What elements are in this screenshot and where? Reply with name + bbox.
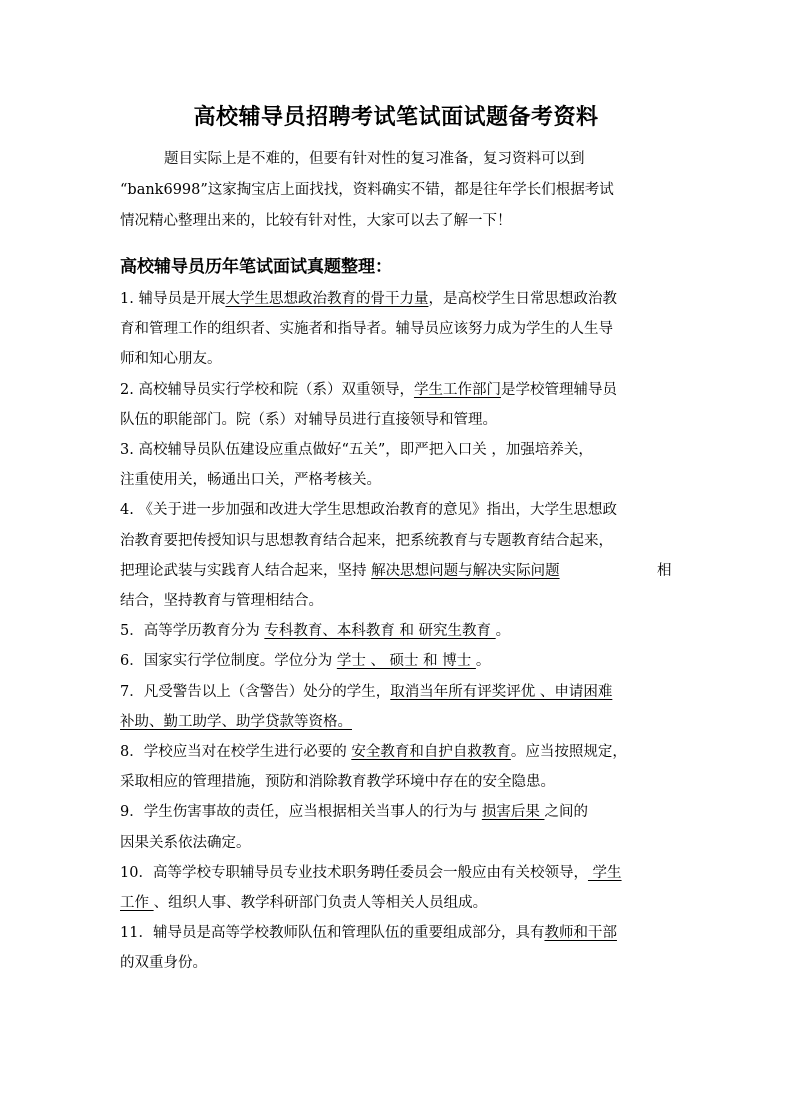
intro-paragraph: [120, 144, 680, 237]
answer-blank: 补助、勤工助学、助学贷款等资格。: [120, 713, 352, 730]
question-text: 。: [475, 653, 491, 670]
question-text: 10．高等学校专职辅导员专业技术职务聘任委员会一般应由有关校领导，: [120, 864, 588, 881]
question-item: [120, 677, 680, 737]
question-line: [120, 586, 680, 616]
question-line: [120, 737, 680, 767]
question-text: 。: [495, 623, 511, 640]
question-text: 师和知心朋友。: [120, 351, 222, 368]
question-text: 之间的: [544, 804, 588, 821]
question-text: 把理论武装与实践育人结合起来，坚持: [120, 562, 372, 579]
question-text: 结合，坚持教育与管理相结合。: [120, 593, 323, 610]
question-line: [120, 284, 680, 314]
question-text: 9．学生伤害事故的责任，应当根据相关当事人的行为与: [120, 804, 482, 821]
question-item: [120, 616, 680, 646]
question-line: [120, 888, 680, 918]
answer-blank: 学生: [587, 864, 622, 881]
question-line: [120, 616, 680, 646]
document-title: 高校辅导员招聘考试笔试面试题备考资料: [193, 104, 599, 130]
question-text: 1. 辅导员是开展: [120, 291, 226, 307]
answer-blank: 学士 、 硕士 和 博士: [336, 653, 476, 670]
question-list: [120, 284, 680, 979]
answer-blank: 专科教育、本科教育 和 研究生教育: [264, 623, 496, 640]
answer-blank: 学生工作部门: [413, 381, 501, 398]
answer-blank: 安全教育和自护自救教育: [351, 744, 511, 761]
question-item: [120, 495, 680, 616]
question-text: ，是高校学生日常思想政治教: [428, 291, 617, 307]
intro-line: “bank6998”这家掏宝店上面找找，资料确实不错，都是往年学长们根据考试: [120, 182, 614, 198]
question-item: [120, 435, 680, 495]
question-text: 育和管理工作的组织者、实施者和指导者。辅导员应该努力成为学生的人生导: [120, 321, 613, 338]
intro-line: 题目实际上是不难的，但要有针对性的复习准备，复习资料可以到: [164, 151, 585, 167]
question-line: [120, 797, 680, 827]
question-text: 、组织人事、教学科研部门负责人等相关人员组成。: [153, 895, 488, 912]
question-item: [120, 737, 680, 797]
question-line: [120, 465, 680, 495]
answer-blank: 大学生思想政治教育的骨干力量: [225, 291, 429, 307]
answer-blank: 取消当年所有评奖评优 、申请困难: [390, 683, 613, 700]
question-line: [120, 526, 680, 556]
question-item: [120, 284, 680, 375]
intro-line: 情况精心整理出来的，比较有针对性，大家可以去了解一下！: [120, 213, 512, 229]
question-text: 2. 高校辅导员实行学校和院（系）双重领导，: [120, 381, 414, 398]
question-text: 4. 《关于进一步加强和改进大学生思想政治教育的意见》指出，大学生思想政: [120, 502, 617, 519]
answer-blank: 损害后果: [481, 804, 545, 821]
question-text: 6．国家实行学位制度。学位分为: [120, 653, 337, 670]
answer-blank: 教师和干部: [544, 925, 617, 942]
question-line: [120, 495, 680, 525]
question-line: [120, 556, 680, 586]
question-line: [120, 948, 680, 978]
question-item: [120, 918, 680, 978]
question-line: [120, 918, 680, 948]
answer-blank: 解决思想问题与解决实际问题: [371, 562, 560, 579]
question-line: [120, 677, 680, 707]
question-text: 5．高等学历教育分为: [120, 623, 265, 640]
question-text: 因果关系依法确定。: [120, 834, 251, 851]
question-line: [120, 646, 680, 676]
question-line: [120, 858, 680, 888]
question-line: [120, 314, 680, 344]
question-text: 是学校管理辅导员: [500, 381, 617, 398]
question-line: [120, 435, 680, 465]
question-line: [120, 707, 680, 737]
question-text: 的双重身份。: [120, 955, 207, 972]
question-text: 。应当按照规定，: [510, 744, 627, 761]
question-item: [120, 858, 680, 918]
question-text: 11．辅导员是高等学校教师队伍和管理队伍的重要组成部分，具有: [120, 925, 545, 942]
answer-blank: 工作: [120, 895, 154, 912]
question-line: [120, 375, 680, 405]
question-line: [120, 767, 680, 797]
question-item: [120, 646, 680, 676]
question-text: 7．凡受警告以上（含警告）处分的学生，: [120, 683, 391, 700]
question-text: 治教育要把传授知识与思想教育结合起来，把系统教育与专题教育结合起来，: [120, 532, 613, 549]
question-text: 相: [657, 562, 672, 579]
question-text: 3. 高校辅导员队伍建设应重点做好“五关”，即严把入口关 ，加强培养关，: [120, 442, 593, 459]
question-text: 8．学校应当对在校学生进行必要的: [120, 744, 352, 761]
question-line: [120, 828, 680, 858]
question-item: [120, 375, 680, 435]
question-text: 注重使用关，畅通出口关，严格考核关。: [120, 472, 381, 489]
section-heading: 高校辅导员历年笔试面试真题整理：: [120, 257, 392, 277]
question-text: 采取相应的管理措施，预防和消除教育教学环境中存在的安全隐患。: [120, 774, 555, 791]
question-text: 队伍的职能部门。院（系）对辅导员进行直接领导和管理。: [120, 411, 497, 428]
question-line: [120, 405, 680, 435]
question-line: [120, 344, 680, 374]
question-item: [120, 797, 680, 857]
